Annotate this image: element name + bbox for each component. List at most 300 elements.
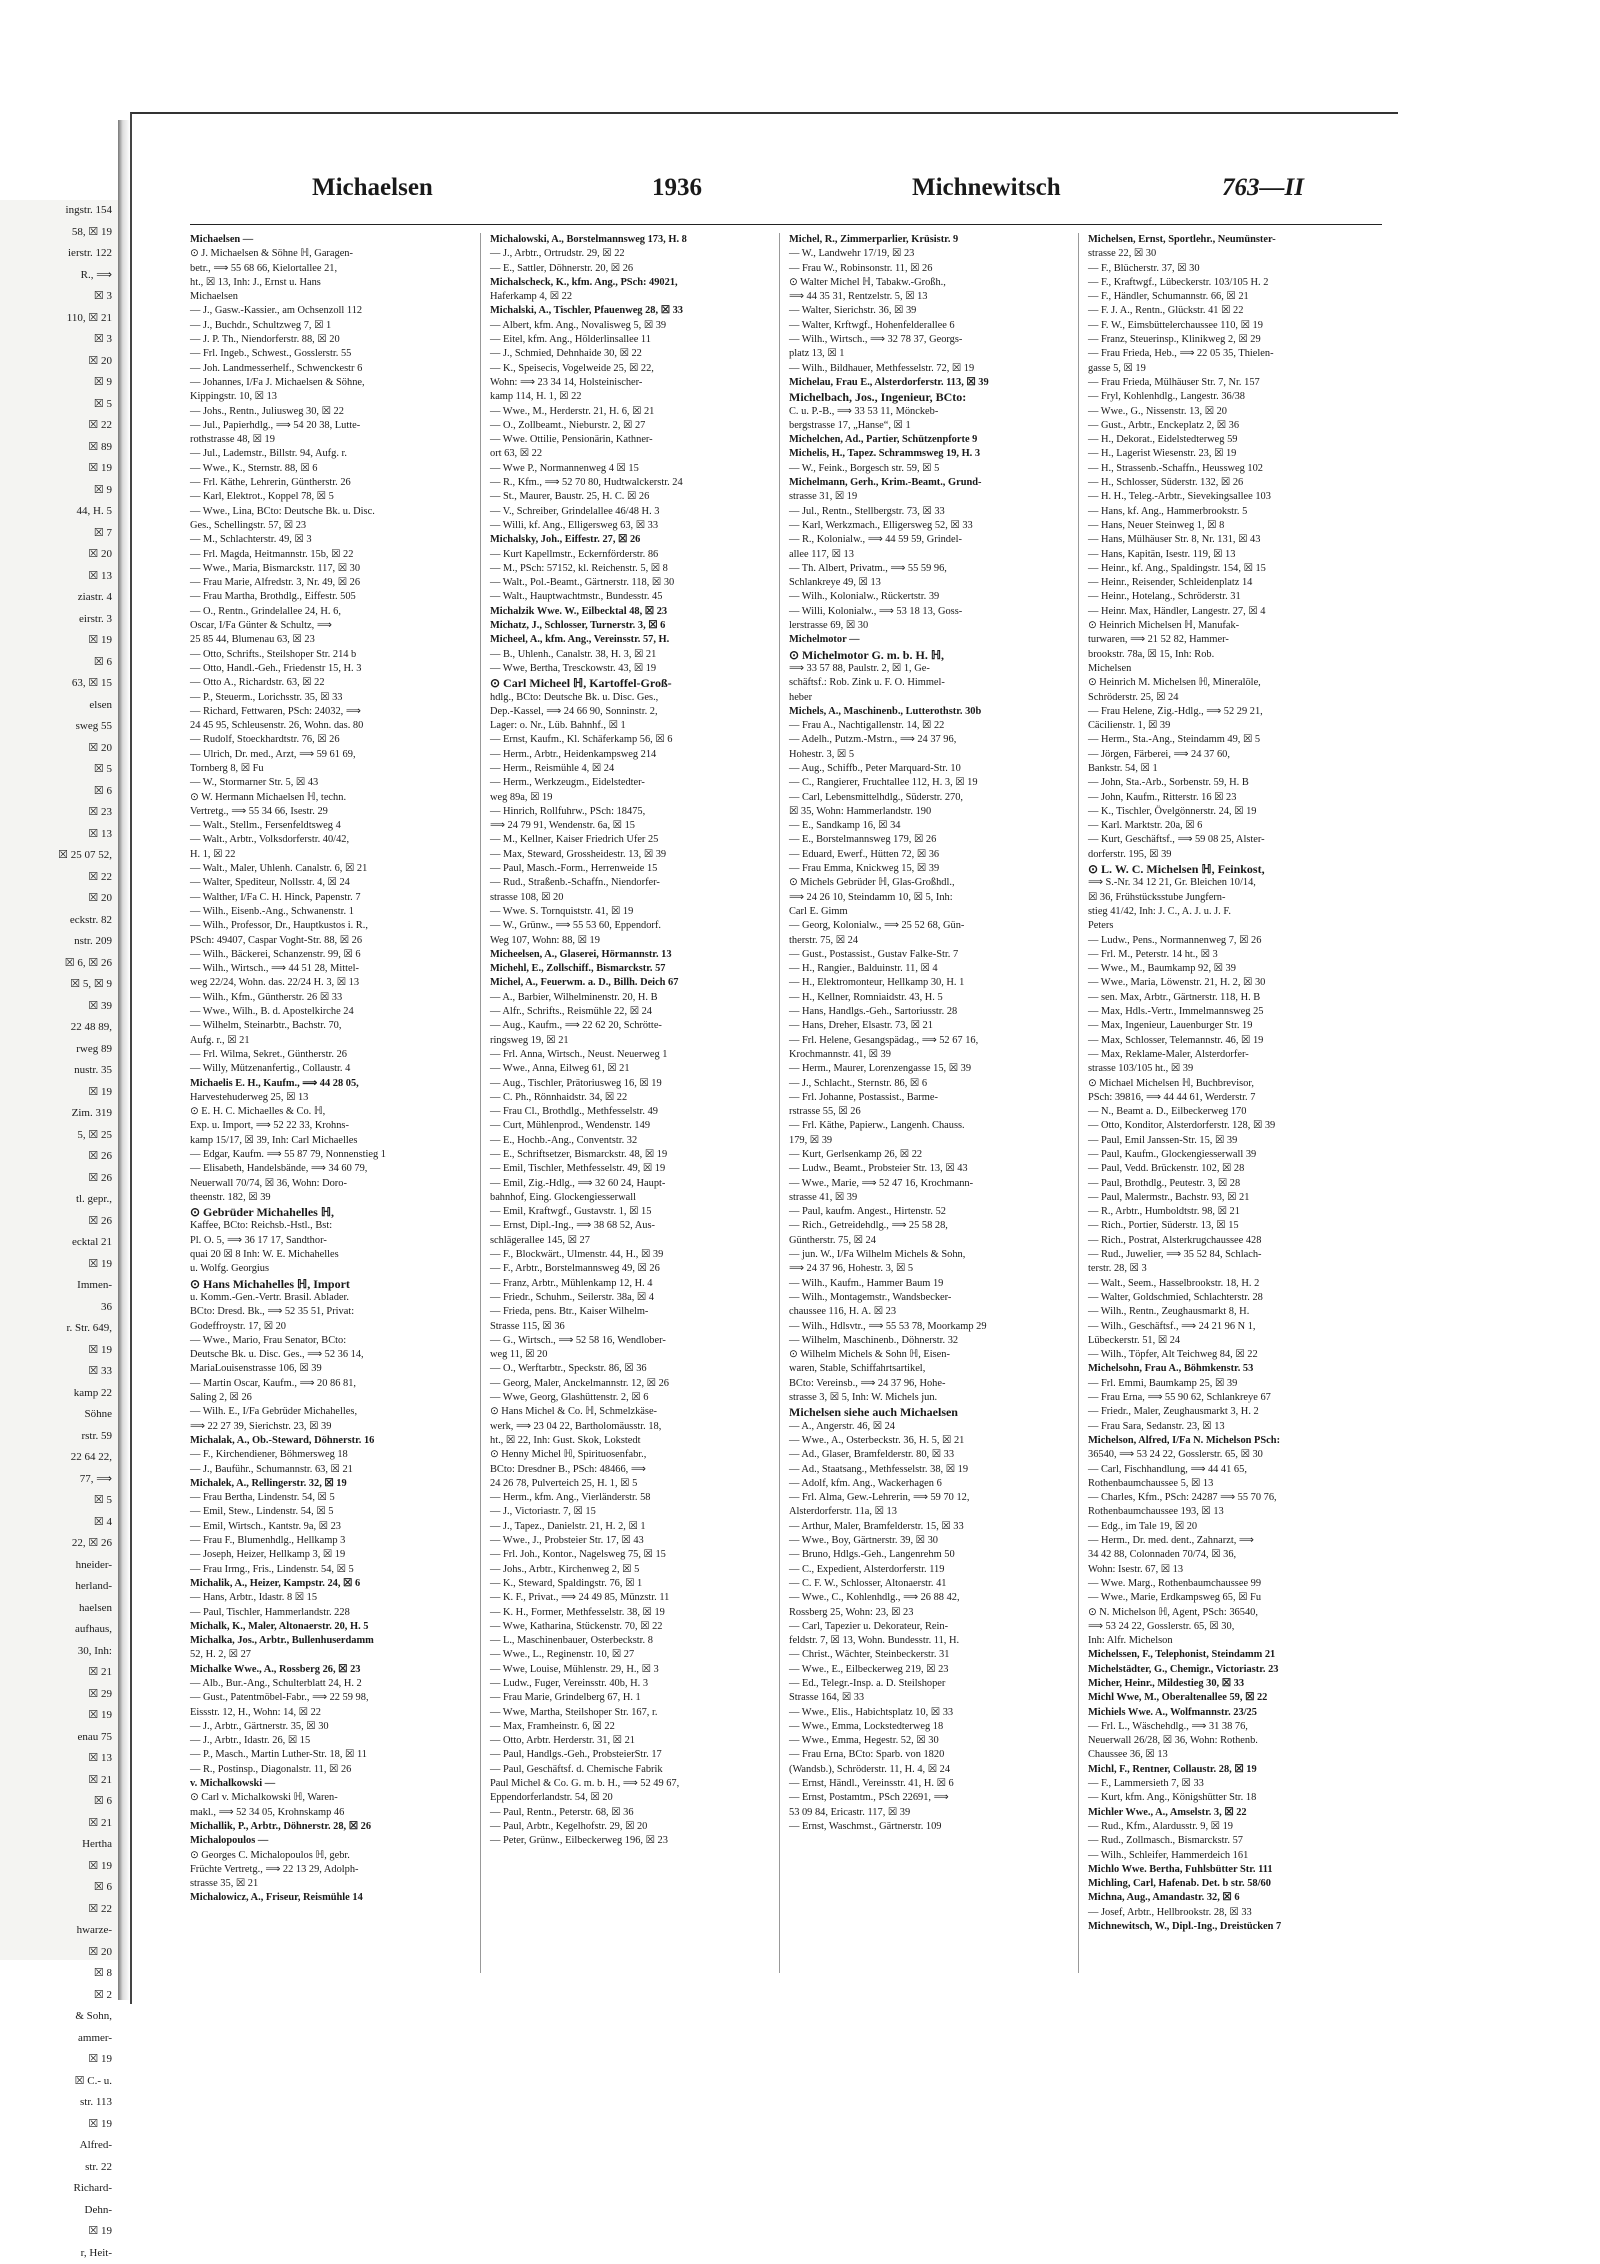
directory-entry: theenstr. 182, ☒ 39 [190, 1191, 466, 1205]
directory-entry: — Frl. Magda, Heitmannstr. 15b, ☒ 22 [190, 548, 466, 562]
directory-entry: — Rud., Zollmasch., Bismarckstr. 57 [1088, 1834, 1378, 1848]
facing-page-fragment: ☒ 22 [0, 415, 118, 437]
directory-entry: — Johs., Arbtr., Kirchenweg 2, ☒ 5 [490, 1563, 766, 1577]
directory-entry: hdlg., BCto: Deutsche Bk. u. Disc. Ges., [490, 691, 766, 705]
directory-entry: — Herm., Reismühle 4, ☒ 24 [490, 762, 766, 776]
directory-entry: — F., Arbtr., Borstelmannsweg 49, ☒ 26 [490, 1262, 766, 1276]
directory-entry: bahnhof, Eing. Glockengiesserwall [490, 1191, 766, 1205]
directory-entry: — Carl, Tapezier u. Dekorateur, Rein- [789, 1620, 1065, 1634]
directory-entry: — Jul., Lademstr., Billstr. 94, Aufg. r. [190, 447, 466, 461]
directory-entry: — Wwe, Martha, Steilshoper Str. 167, r. [490, 1706, 766, 1720]
directory-page [130, 112, 1398, 2004]
directory-entry: BCto: Dresdner B., PSch: 48466, ⟹ [490, 1463, 766, 1477]
facing-page-fragment: ☒ 6 [0, 1791, 118, 1813]
directory-entry: — Richard, Fettwaren, PSch: 24032, ⟹ [190, 705, 466, 719]
directory-entry: Weg 107, Wohn: 88, ☒ 19 [490, 934, 766, 948]
directory-entry: Rossberg 25, Wohn: 23, ☒ 23 [789, 1606, 1065, 1620]
directory-entry: — J., Schlacht., Sternstr. 86, ☒ 6 [789, 1077, 1065, 1091]
directory-entry: Wohn: Isestr. 67, ☒ 13 [1088, 1563, 1378, 1577]
facing-page-fragment: & Sohn, [0, 2006, 118, 2028]
directory-entry: chaussee 116, H. A. ☒ 23 [789, 1305, 1065, 1319]
facing-page-fragment: ☒ 5 [0, 1490, 118, 1512]
directory-entry: — M., Schlachterstr. 49, ☒ 3 [190, 533, 466, 547]
directory-entry: — E., Hochb.-Ang., Conventstr. 32 [490, 1134, 766, 1148]
column-rule [779, 233, 780, 1973]
directory-entry: — Walt., Seem., Hasselbrookstr. 18, H. 2 [1088, 1277, 1378, 1291]
facing-page-fragment: kamp 22 [0, 1383, 118, 1405]
directory-entry: — Rud., Juwelier, ⟹ 35 52 84, Schlach- [1088, 1248, 1378, 1262]
directory-entry: — Max, Schlosser, Telemannstr. 46, ☒ 19 [1088, 1034, 1378, 1048]
directory-entry: Ges., Schellingstr. 57, ☒ 23 [190, 519, 466, 533]
directory-entry: — Jul., Rentn., Stellbergstr. 73, ☒ 33 [789, 505, 1065, 519]
facing-page-fragment: 77, ⟹ [0, 1469, 118, 1491]
directory-entry: — Max, Reklame-Maler, Alsterdorfer- [1088, 1048, 1378, 1062]
directory-entry: — W., Stormarner Str. 5, ☒ 43 [190, 776, 466, 790]
facing-page-fragment: ☒ 20 [0, 1942, 118, 1964]
directory-entry: — Jul., Papierhdlg., ⟹ 54 20 38, Lutte- [190, 419, 466, 433]
directory-entry: ⊙ W. Hermann Michaelsen ℍ, techn. [190, 791, 466, 805]
directory-entry: — B., Uhlenh., Canalstr. 38, H. 3, ☒ 21 [490, 648, 766, 662]
facing-page-fragment: ☒ 89 [0, 437, 118, 459]
directory-entry: Lager: o. Nr., Lüb. Bahnhf., ☒ 1 [490, 719, 766, 733]
directory-entry: — Herm., Werkzeugm., Eidelstedter- [490, 776, 766, 790]
directory-entry: — Herm., kfm. Ang., Vierländerstr. 58 [490, 1491, 766, 1505]
directory-entry: Michalk, K., Maler, Altonaerstr. 20, H. 5 [190, 1620, 466, 1634]
facing-page-fragment: ☒ 33 [0, 1361, 118, 1383]
directory-entry: — Rud., Straßenb.-Schaffn., Niendorfer- [490, 876, 766, 890]
directory-entry: — L., Maschinenbauer, Osterbeckstr. 8 [490, 1634, 766, 1648]
directory-entry: — Wilh., Kolonialw., Rückertstr. 39 [789, 590, 1065, 604]
directory-entry: — W., Feink., Borgesch str. 59, ☒ 5 [789, 462, 1065, 476]
facing-page-fragment: herland- [0, 1576, 118, 1598]
page-header [132, 174, 1398, 214]
directory-entry: — Heinr., Reisender, Schleidenplatz 14 [1088, 576, 1378, 590]
facing-page-fragment: rweg 89 [0, 1039, 118, 1061]
directory-entry: — Wilh., Schleifer, Hammerdeich 161 [1088, 1849, 1378, 1863]
directory-entry: — Aug., Kaufm., ⟹ 22 62 20, Schrötte- [490, 1019, 766, 1033]
directory-entry: — F. J. A., Rentn., Glückstr. 41 ☒ 22 [1088, 304, 1378, 318]
directory-entry: Güntherstr. 75, ☒ 24 [789, 1234, 1065, 1248]
header-year: 1936 [652, 174, 702, 202]
directory-entry: rstrasse 55, ☒ 26 [789, 1105, 1065, 1119]
directory-entry: ⊙ Michels Gebrüder ℍ, Glas-Großhdl., [789, 876, 1065, 890]
directory-entry: Michel, A., Feuerwm. a. D., Billh. Deich 67 [490, 976, 766, 990]
directory-entry: — Wwe., Marie, ⟹ 52 47 16, Krochmann- [789, 1177, 1065, 1191]
directory-entry: — Eitel, kfm. Ang., Hölderlinsallee 11 [490, 333, 766, 347]
directory-entry: — Paul, kaufm. Angest., Hirtenstr. 52 [789, 1205, 1065, 1219]
directory-entry: Michelsen siehe auch Michaelsen [789, 1405, 1065, 1419]
facing-page-fragment: ☒ 29 [0, 1684, 118, 1706]
facing-page-fragment: ecktal 21 [0, 1232, 118, 1254]
directory-entry: — Eduard, Ewerf., Hütten 72, ☒ 36 [789, 848, 1065, 862]
directory-entry: Hohestr. 3, ☒ 5 [789, 748, 1065, 762]
facing-page-fragment: ☒ 26 [0, 1168, 118, 1190]
directory-entry: — Paul, Arbtr., Kegelhofstr. 29, ☒ 20 [490, 1820, 766, 1834]
directory-entry: Michalski, A., Tischler, Pfauenweg 28, ☒ 33 [490, 304, 766, 318]
directory-entry: — Hans, kf. Ang., Hammerbrookstr. 5 [1088, 505, 1378, 519]
directory-entry: strasse 41, ☒ 39 [789, 1191, 1065, 1205]
directory-entry: ⊙ Wilhelm Michels & Sohn ℍ, Eisen- [789, 1348, 1065, 1362]
directory-entry: Bankstr. 54, ☒ 1 [1088, 762, 1378, 776]
directory-entry: — Ernst, Kaufm., Kl. Schäferkamp 56, ☒ 6 [490, 733, 766, 747]
facing-page-fragment: ☒ 13 [0, 824, 118, 846]
facing-page-fragment: nustr. 35 [0, 1060, 118, 1082]
facing-page-fragment: R., ⟹ [0, 265, 118, 287]
directory-entry: — E., Sattler, Döhnerstr. 20, ☒ 26 [490, 262, 766, 276]
directory-entry: Michiels Wwe. A., Wolfmannstr. 23/25 [1088, 1706, 1378, 1720]
directory-entry: — Frau W., Robinsonstr. 11, ☒ 26 [789, 262, 1065, 276]
directory-entry: — J., Tapez., Danielstr. 21, H. 2, ☒ 1 [490, 1520, 766, 1534]
directory-entry: — Charles, Kfm., PSch: 24287 ⟹ 55 70 76, [1088, 1491, 1378, 1505]
directory-entry: — Frau Martha, Brothdlg., Eiffestr. 505 [190, 590, 466, 604]
facing-page-fragment: ammer- [0, 2028, 118, 2050]
facing-page-fragment: ☒ 20 [0, 351, 118, 373]
directory-entry: Michelstädter, G., Chemigr., Victoriastr. 23 [1088, 1663, 1378, 1677]
facing-page-fragment: 22 48 89, [0, 1017, 118, 1039]
directory-entry: — Ernst, Händl., Vereinsstr. 41, H. ☒ 6 [789, 1777, 1065, 1791]
directory-entry: — Frl. Joh., Kontor., Nagelsweg 75, ☒ 15 [490, 1548, 766, 1562]
directory-entry: — M., Kellner, Kaiser Friedrich Ufer 25 [490, 833, 766, 847]
facing-page-fragment: ☒ 4 [0, 1512, 118, 1534]
directory-columns [190, 224, 1382, 1985]
facing-page-fragment: aufhaus, [0, 1619, 118, 1641]
directory-entry: — Georg, Kolonialw., ⟹ 25 52 68, Gün- [789, 919, 1065, 933]
directory-entry: Kippingstr. 10, ☒ 13 [190, 390, 466, 404]
directory-entry: — Johs., Rentn., Juliusweg 30, ☒ 22 [190, 405, 466, 419]
directory-entry: terstr. 28, ☒ 3 [1088, 1262, 1378, 1276]
directory-entry: — Frl. Johanne, Postassist., Barme- [789, 1091, 1065, 1105]
directory-entry: — Herm., Maurer, Lorenzengasse 15, ☒ 39 [789, 1062, 1065, 1076]
directory-entry: — Kurt, Gerlsenkamp 26, ☒ 22 [789, 1148, 1065, 1162]
directory-entry: BCto: Vereinsb., ⟹ 24 37 96, Hohe- [789, 1377, 1065, 1391]
directory-entry: — Willi, Kolonialw., ⟹ 53 18 13, Goss- [789, 605, 1065, 619]
directory-entry: — Herm., Sta.-Ang., Steindamm 49, ☒ 5 [1088, 733, 1378, 747]
facing-page-fragment: Söhne [0, 1404, 118, 1426]
directory-entry: — K. F., Privat., ⟹ 24 49 85, Münzstr. 11 [490, 1591, 766, 1605]
directory-entry: — Carl, Lebensmittelhdlg., Süderstr. 270, [789, 791, 1065, 805]
directory-entry: — Frau Bertha, Lindenstr. 54, ☒ 5 [190, 1491, 466, 1505]
directory-entry: Rothenbaumchaussee 5, ☒ 13 [1088, 1477, 1378, 1491]
directory-entry: — Peter, Grünw., Eilbeckerweg 196, ☒ 23 [490, 1834, 766, 1848]
directory-entry: — Walter, Goldschmied, Schlachterstr. 28 [1088, 1291, 1378, 1305]
directory-entry: — Curt, Mühlenprod., Wendenstr. 149 [490, 1119, 766, 1133]
directory-entry: — Frau Helene, Zig.-Hdlg., ⟹ 52 29 21, [1088, 705, 1378, 719]
directory-entry: — St., Maurer, Baustr. 25, H. C. ☒ 26 [490, 490, 766, 504]
directory-entry: Wohn: ⟹ 23 34 14, Holsteinischer- [490, 376, 766, 390]
directory-entry: weg 11, ☒ 20 [490, 1348, 766, 1362]
facing-page-fragment: ☒ 5 [0, 394, 118, 416]
directory-entry: ringsweg 19, ☒ 21 [490, 1034, 766, 1048]
directory-entry: — Ernst, Waschmst., Gärtnerstr. 109 [789, 1820, 1065, 1834]
directory-entry: ⊙ Carl v. Michalkowski ℍ, Waren- [190, 1791, 466, 1805]
facing-page-fragment: ☒ 26 [0, 1211, 118, 1233]
facing-page-fragment: r. Str. 649, [0, 1318, 118, 1340]
facing-page-fragment: Alfred- [0, 2135, 118, 2157]
directory-entry: Haferkamp 4, ☒ 22 [490, 290, 766, 304]
directory-entry: Michelmotor — [789, 633, 1065, 647]
directory-entry: — Kurt, kfm. Ang., Königshütter Str. 18 [1088, 1791, 1378, 1805]
directory-entry: strasse 22, ☒ 30 [1088, 247, 1378, 261]
facing-page-fragment: ☒ 22 [0, 1899, 118, 1921]
facing-page-fragment: ☒ 9 [0, 372, 118, 394]
directory-entry: — Arthur, Maler, Bramfelderstr. 15, ☒ 33 [789, 1520, 1065, 1534]
directory-entry: — O., Werftarbtr., Speckstr. 86, ☒ 36 [490, 1362, 766, 1376]
directory-entry: ⊙ Michelmotor G. m. b. H. ℍ, [789, 648, 1065, 662]
directory-entry: — Walt., Maler, Uhlenh. Canalstr. 6, ☒ 21 [190, 862, 466, 876]
directory-entry: — Ad., Staatsang., Methfesselstr. 38, ☒ 19 [789, 1463, 1065, 1477]
directory-entry: Pl. O. 5, ⟹ 36 17 17, Sandthor- [190, 1234, 466, 1248]
directory-entry: — K., Speisecis, Vogelweide 25, ☒ 22, [490, 362, 766, 376]
directory-entry: — Frau Frieda, Mülhäuser Str. 7, Nr. 157 [1088, 376, 1378, 390]
directory-entry: — Martin Oscar, Kaufm., ⟹ 20 86 81, [190, 1377, 466, 1391]
directory-entry: — Heinr., kf. Ang., Spaldingstr. 154, ☒ 15 [1088, 562, 1378, 576]
facing-page-fragment: ☒ 6 [0, 781, 118, 803]
directory-entry: — Max, Ingenieur, Lauenburger Str. 19 [1088, 1019, 1378, 1033]
directory-entry: — Wilh., Professor, Dr., Hauptkustos i. R., [190, 919, 466, 933]
facing-page-fragment: ☒ 19 [0, 1254, 118, 1276]
directory-entry: — O., Zollbeamt., Nieburstr. 2, ☒ 27 [490, 419, 766, 433]
directory-entry: — Wwe. Marg., Rothenbaumchaussee 99 [1088, 1577, 1378, 1591]
directory-entry: Paul Michel & Co. G. m. b. H., ⟹ 52 49 67, [490, 1777, 766, 1791]
directory-entry: — Wilh., Rentn., Zeughausmarkt 8, H. [1088, 1305, 1378, 1319]
directory-entry: — Rich., Portier, Süderstr. 13, ☒ 15 [1088, 1219, 1378, 1233]
directory-entry: — Albert, kfm. Ang., Novalisweg 5, ☒ 39 [490, 319, 766, 333]
directory-entry: — Wwe. S. Tornquiststr. 41, ☒ 19 [490, 905, 766, 919]
directory-entry: Michels, A., Maschinenb., Lutterothstr. 30b [789, 705, 1065, 719]
directory-entry: — Otto, Konditor, Alsterdorferstr. 128, ☒ 39 [1088, 1119, 1378, 1133]
directory-entry: — F., Lammersieth 7, ☒ 33 [1088, 1777, 1378, 1791]
directory-entry: Tornberg 8, ☒ Fu [190, 762, 466, 776]
directory-entry: Michelchen, Ad., Partier, Schützenpforte 9 [789, 433, 1065, 447]
directory-entry: — Wwe., Anna, Eilweg 61, ☒ 21 [490, 1062, 766, 1076]
directory-entry: Michelsen [1088, 662, 1378, 676]
directory-entry: Michler Wwe., A., Amselstr. 3, ☒ 22 [1088, 1806, 1378, 1820]
directory-entry: — Wilh., Geschäftsf., ⟹ 24 21 96 N 1, [1088, 1320, 1378, 1334]
directory-entry: — Aug., Schiffb., Peter Marquard-Str. 10 [789, 762, 1065, 776]
directory-entry: Michelis, H., Tapez. Schrammsweg 19, H. 3 [789, 447, 1065, 461]
directory-entry: — Friedr., Maler, Zeughausmarkt 3, H. 2 [1088, 1405, 1378, 1419]
directory-entry: — Hans, Handlgs.-Geh., Sartoriusstr. 28 [789, 1005, 1065, 1019]
directory-entry: — Heinr., Hotelang., Schröderstr. 31 [1088, 590, 1378, 604]
directory-entry: — H., Schlosser, Süderstr. 132, ☒ 26 [1088, 476, 1378, 490]
directory-entry: — Otto, Arbtr. Herderstr. 31, ☒ 21 [490, 1734, 766, 1748]
directory-entry: — Wwe., Maria, Bismarckstr. 117, ☒ 30 [190, 562, 466, 576]
directory-entry: — Rudolf, Stoeckhardtstr. 76, ☒ 26 [190, 733, 466, 747]
directory-entry: Michalak, A., Ob.-Steward, Döhnerstr. 16 [190, 1434, 466, 1448]
directory-entry: 52, H. 2, ☒ 27 [190, 1648, 466, 1662]
directory-entry: — Frau Erna, BCto: Sparb. von 1820 [789, 1748, 1065, 1762]
directory-entry: — Wilh., Bäckerei, Schanzenstr. 99, ☒ 6 [190, 948, 466, 962]
facing-page-fragment: sweg 55 [0, 716, 118, 738]
directory-entry: — H. H., Teleg.-Arbtr., Sievekingsallee 103 [1088, 490, 1378, 504]
directory-entry: feldstr. 7, ☒ 13, Wohn. Bundesstr. 11, H. [789, 1634, 1065, 1648]
directory-entry: — Karl, Werkzmach., Elligersweg 52, ☒ 33 [789, 519, 1065, 533]
directory-entry: — W., Grünw., ⟹ 55 53 60, Eppendorf. [490, 919, 766, 933]
directory-entry: ⟹ 53 24 22, Gosslerstr. 65, ☒ 30, [1088, 1620, 1378, 1634]
directory-entry: — Wwe. Ottilie, Pensionärin, Kathner- [490, 433, 766, 447]
directory-entry: — Frl. Käthe, Papierw., Langenh. Chauss. [789, 1119, 1065, 1133]
directory-entry: Strasse 164, ☒ 33 [789, 1691, 1065, 1705]
directory-entry: — H., Strassenb.-Schaffn., Heussweg 102 [1088, 462, 1378, 476]
directory-entry: — Wilh., Montagemstr., Wandsbecker- [789, 1291, 1065, 1305]
directory-entry: — H., Kellner, Romniaidstr. 43, H. 5 [789, 991, 1065, 1005]
directory-entry: — A., Barbier, Wilhelminenstr. 20, H. B [490, 991, 766, 1005]
directory-entry: — Wilh., Eisenb.-Ang., Schwanenstr. 1 [190, 905, 466, 919]
directory-entry: — Hinrich, Rollfuhrw., PSch: 18475, [490, 805, 766, 819]
directory-entry: — Herm., Arbtr., Heidenkampsweg 214 [490, 748, 766, 762]
directory-entry: — Paul, Tischler, Hammerlandstr. 228 [190, 1606, 466, 1620]
directory-entry: Michling, Carl, Hafenab. Det. b str. 58/60 [1088, 1877, 1378, 1891]
directory-entry: — John, Kaufm., Ritterstr. 16 ☒ 23 [1088, 791, 1378, 805]
directory-entry: — Walt., Hauptwachtmstr., Bundesstr. 45 [490, 590, 766, 604]
directory-entry: — Ernst, Postamtm., PSch 22691, ⟹ [789, 1791, 1065, 1805]
facing-page-fragment: ☒ 21 [0, 1770, 118, 1792]
directory-entry: — Wwe., M., Herderstr. 21, H. 6, ☒ 21 [490, 405, 766, 419]
directory-entry: — Gust., Arbtr., Enckeplatz 2, ☒ 36 [1088, 419, 1378, 433]
directory-entry: — Paul, Masch.-Form., Herrenweide 15 [490, 862, 766, 876]
directory-entry: — Wwe., Emma, Hegestr. 52, ☒ 30 [789, 1734, 1065, 1748]
directory-entry: ⊙ Heinrich Michelsen ℍ, Manufak- [1088, 619, 1378, 633]
directory-entry: — V., Schreiber, Grindelallee 46/48 H. 3 [490, 505, 766, 519]
directory-entry: ⟹ 24 79 91, Wendenstr. 6a, ☒ 15 [490, 819, 766, 833]
directory-entry: Neuerwall 70/74, ☒ 36, Wohn: Doro- [190, 1177, 466, 1191]
directory-entry: — Wwe, Louise, Mühlenstr. 29, H., ☒ 3 [490, 1663, 766, 1677]
directory-entry: — Wwe., J., Probsteier Str. 17, ☒ 43 [490, 1534, 766, 1548]
directory-entry: — Frau Emma, Knickweg 15, ☒ 39 [789, 862, 1065, 876]
directory-entry: Rothenbaumchaussee 193, ☒ 13 [1088, 1505, 1378, 1519]
directory-entry: — A., Angerstr. 46, ☒ 24 [789, 1420, 1065, 1434]
column-1 [190, 233, 466, 1973]
directory-entry: — Wwe., Lina, BCto: Deutsche Bk. u. Disc. [190, 505, 466, 519]
directory-entry: — Paul, Vedd. Brückenstr. 102, ☒ 28 [1088, 1162, 1378, 1176]
directory-entry: — Wilh., Kfm., Güntherstr. 26 ☒ 33 [190, 991, 466, 1005]
facing-page-fragment: ☒ 3 [0, 286, 118, 308]
directory-entry: — R., Kolonialw., ⟹ 44 59 59, Grindel- [789, 533, 1065, 547]
facing-page-fragment: ☒ 26 [0, 1146, 118, 1168]
directory-entry: Michalzik Wwe. W., Eilbecktal 48, ☒ 23 [490, 605, 766, 619]
facing-page-fragment: ☒ 21 [0, 1813, 118, 1835]
directory-entry: therstr. 75, ☒ 24 [789, 934, 1065, 948]
directory-entry: — Emil, Zig.-Hdlg., ⟹ 32 60 24, Haupt- [490, 1177, 766, 1191]
facing-page-fragment: ☒ 6, ☒ 26 [0, 953, 118, 975]
directory-entry: — Edgar, Kaufm. ⟹ 55 87 79, Nonnenstieg 1 [190, 1148, 466, 1162]
directory-entry: — Walter, Spediteur, Nollsstr. 4, ☒ 24 [190, 876, 466, 890]
directory-entry: — Wwe., E., Eilbeckerweg 219, ☒ 23 [789, 1663, 1065, 1677]
directory-entry: heber [789, 691, 1065, 705]
directory-entry: gasse 5, ☒ 19 [1088, 362, 1378, 376]
directory-entry: — Walt., Arbtr., Volksdorferstr. 40/42, [190, 833, 466, 847]
directory-entry: — Elisabeth, Handelsbände, ⟹ 34 60 79, [190, 1162, 466, 1176]
facing-page-fragment: 22, ☒ 26 [0, 1533, 118, 1555]
directory-entry: — Edg., im Tale 19, ☒ 20 [1088, 1520, 1378, 1534]
directory-entry: — F., Kraftwgf., Lübeckerstr. 103/105 H. 2 [1088, 276, 1378, 290]
directory-entry: Schröderstr. 25, ☒ 24 [1088, 691, 1378, 705]
facing-page-fragment: Immen- [0, 1275, 118, 1297]
directory-entry: — Friedr., Schuhm., Seilerstr. 38a, ☒ 4 [490, 1291, 766, 1305]
directory-entry: Michaelis E. H., Kaufm., ⟹ 44 28 05, [190, 1077, 466, 1091]
directory-entry: — sen. Max, Arbtr., Gärtnerstr. 118, H. B [1088, 991, 1378, 1005]
directory-entry: — H., Elektromonteur, Hellkamp 30, H. 1 [789, 976, 1065, 990]
directory-entry: kamp 15/17, ☒ 39, Inh: Carl Michaelles [190, 1134, 466, 1148]
directory-entry: — Walt., Stellm., Fersenfeldtsweg 4 [190, 819, 466, 833]
facing-page-fragment: Dehn- [0, 2200, 118, 2222]
directory-entry: Cäcilienstr. 1, ☒ 39 [1088, 719, 1378, 733]
directory-entry: — Wwe., Maria, Löwenstr. 21, H. 2, ☒ 30 [1088, 976, 1378, 990]
facing-page-fragment: 58, ☒ 19 [0, 222, 118, 244]
directory-entry: — J., Arbtr., Idastr. 26, ☒ 15 [190, 1734, 466, 1748]
directory-entry: — Walter, Krftwgf., Hohenfelderallee 6 [789, 319, 1065, 333]
directory-entry: — J., Arbtr., Ortrudstr. 29, ☒ 22 [490, 247, 766, 261]
directory-entry: — P., Steuerm., Lorichsstr. 35, ☒ 33 [190, 691, 466, 705]
facing-page-fragment: ☒ 19 [0, 458, 118, 480]
facing-page-fragment: ☒ 7 [0, 523, 118, 545]
directory-entry: schäftsf.: Rob. Zink u. F. O. Himmel- [789, 676, 1065, 690]
facing-page-fragment: 22 64 22, [0, 1447, 118, 1469]
directory-entry: — E., Schriftsetzer, Bismarckstr. 48, ☒ 19 [490, 1148, 766, 1162]
directory-entry: — F., Blücherstr. 37, ☒ 30 [1088, 262, 1378, 276]
directory-entry: ⟹ 24 37 96, Hohestr. 3, ☒ 5 [789, 1262, 1065, 1276]
facing-page-fragment: ☒ 9 [0, 480, 118, 502]
directory-entry: ⟹ 33 57 88, Paulstr. 2, ☒ 1, Ge- [789, 662, 1065, 676]
directory-entry: — Alfr., Schrifts., Reismühle 22, ☒ 24 [490, 1005, 766, 1019]
directory-entry: — Hans, Neuer Steinweg 1, ☒ 8 [1088, 519, 1378, 533]
directory-entry: schlägerallee 145, ☒ 27 [490, 1234, 766, 1248]
directory-entry: ⊙ Henny Michel ℍ, Spirituosenfabr., [490, 1448, 766, 1462]
directory-entry: — Willi, kf. Ang., Elligersweg 63, ☒ 33 [490, 519, 766, 533]
directory-entry: Michelau, Frau E., Alsterdorferstr. 113, ☒ 39 [789, 376, 1065, 390]
facing-page-fragment: ☒ 13 [0, 1748, 118, 1770]
book-gutter [118, 120, 130, 2000]
facing-page-fragment: ☒ 6 [0, 1877, 118, 1899]
directory-entry: PSch: 39816, ⟹ 44 44 61, Werderstr. 7 [1088, 1091, 1378, 1105]
directory-entry: strasse 103/105 ht., ☒ 39 [1088, 1062, 1378, 1076]
directory-entry: u. Komm.-Gen.-Vertr. Brasil. Ablader. [190, 1291, 466, 1305]
directory-entry: Schlankreye 49, ☒ 13 [789, 576, 1065, 590]
facing-page-fragment: ☒ 20 [0, 888, 118, 910]
directory-entry: — Rich., Postrat, Alsterkrugchaussee 428 [1088, 1234, 1378, 1248]
facing-page-fragment: ☒ 19 [0, 2221, 118, 2243]
directory-entry: 24 45 95, Schleusenstr. 26, Wohn. das. 80 [190, 719, 466, 733]
directory-entry: — Wwe., G., Nissenstr. 13, ☒ 20 [1088, 405, 1378, 419]
facing-page-fragment: ☒ 19 [0, 630, 118, 652]
directory-entry: — Herm., Dr. med. dent., Zahnarzt, ⟹ [1088, 1534, 1378, 1548]
directory-entry: Michalscheck, K., kfm. Ang., PSch: 49021, [490, 276, 766, 290]
directory-entry: — Wwe, Katharina, Stückenstr. 70, ☒ 22 [490, 1620, 766, 1634]
facing-page-fragment: 63, ☒ 15 [0, 673, 118, 695]
directory-entry: brookstr. 78a, ☒ 15, Inh: Rob. [1088, 648, 1378, 662]
facing-page-fragment: ingstr. 154 [0, 200, 118, 222]
directory-entry: Michna, Aug., Amandastr. 32, ☒ 6 [1088, 1891, 1378, 1905]
directory-entry: — Wwe., Elis., Habichtsplatz 10, ☒ 33 [789, 1706, 1065, 1720]
directory-entry: strasse 35, ☒ 21 [190, 1877, 466, 1891]
directory-entry: 53 09 84, Ericastr. 117, ☒ 39 [789, 1806, 1065, 1820]
facing-page-fragment: ☒ 13 [0, 566, 118, 588]
directory-entry: — Hans, Kapitän, Isestr. 119, ☒ 13 [1088, 548, 1378, 562]
directory-entry: strasse 108, ☒ 20 [490, 891, 766, 905]
facing-page-fragment: ☒ 19 [0, 1340, 118, 1362]
directory-entry: — Jörgen, Färberei, ⟹ 24 37 60, [1088, 748, 1378, 762]
directory-entry: — Frl. L., Wäschehdlg., ⟹ 31 38 76, [1088, 1720, 1378, 1734]
directory-entry: — Paul, Handlgs.-Geh., ProbsteierStr. 17 [490, 1748, 766, 1762]
directory-entry: — Kurt, Geschäftsf., ⟹ 59 08 25, Alster- [1088, 833, 1378, 847]
directory-entry: — Frl. M., Peterstr. 14 ht., ☒ 3 [1088, 948, 1378, 962]
directory-entry: Michelbach, Jos., Ingenieur, BCto: [789, 390, 1065, 404]
directory-entry: — Wwe., Wilh., B. d. Apostelkirche 24 [190, 1005, 466, 1019]
directory-entry: — P., Masch., Martin Luther-Str. 18, ☒ 11 [190, 1748, 466, 1762]
directory-entry: turwaren, ⟹ 21 52 82, Hammer- [1088, 633, 1378, 647]
facing-page-fragment: 36 [0, 1297, 118, 1319]
directory-entry: Michelssen, F., Telephonist, Steindamm 21 [1088, 1648, 1378, 1662]
